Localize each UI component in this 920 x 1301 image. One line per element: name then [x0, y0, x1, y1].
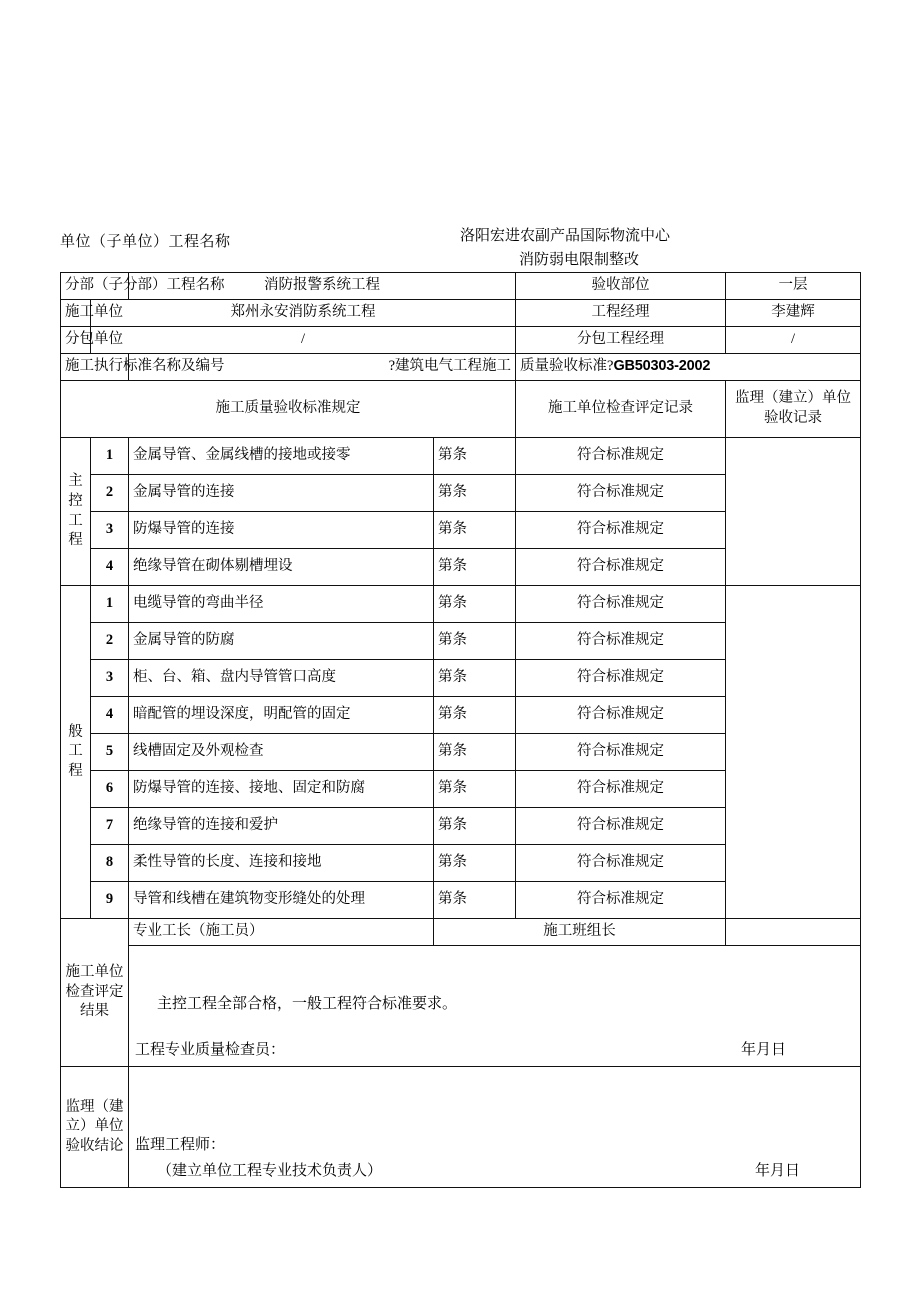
item-clause: 第条 — [434, 512, 516, 549]
item-record: 符合标准规定 — [516, 771, 726, 808]
item-name: 柔性导管的长度、连接和接地 — [129, 845, 434, 882]
item-number: 7 — [91, 808, 129, 845]
item-name: 金属导管、金属线槽的接地或接零 — [129, 438, 434, 475]
project-manager-value: 李建辉 — [726, 300, 861, 327]
table-row-foreman — [61, 919, 861, 946]
item-name: 防爆导管的连接 — [129, 512, 434, 549]
item-name: 金属导管的防腐 — [129, 623, 434, 660]
result-label: 施工单位检查评定结果 — [61, 919, 129, 1067]
item-name: 柜、台、箱、盘内导管管口高度 — [129, 660, 434, 697]
supervision-body — [129, 1067, 861, 1188]
item-record: 符合标准规定 — [516, 660, 726, 697]
item-clause: 第条 — [434, 549, 516, 586]
section-label-line2: 工程 — [68, 512, 83, 549]
standard-value-right — [516, 354, 861, 381]
header-contractor-record: 施工单位检查评定记录 — [516, 381, 726, 438]
item-record: 符合标准规定 — [516, 734, 726, 771]
table-row-item — [61, 586, 861, 623]
item-clause: 第条 — [434, 808, 516, 845]
item-record: 符合标准规定 — [516, 586, 726, 623]
team-leader-label: 施工班组长 — [434, 919, 726, 946]
standard-value-left — [129, 354, 516, 381]
item-name: 绝缘导管的连接和爱护 — [129, 808, 434, 845]
section-label-main-control — [61, 438, 91, 586]
item-name: 导管和线槽在建筑物变形缝处的处理 — [129, 882, 434, 919]
item-number: 1 — [91, 438, 129, 475]
item-number: 4 — [91, 549, 129, 586]
item-number: 3 — [91, 512, 129, 549]
result-inspector-label: 工程专业质量检查员： — [135, 1041, 286, 1058]
supervision-date-label: 年月日 — [754, 1162, 800, 1179]
item-name: 暗配管的埋设深度，明配管的固定 — [129, 697, 434, 734]
table-row-supervision — [61, 1067, 861, 1188]
item-number: 1 — [91, 586, 129, 623]
item-number: 2 — [91, 623, 129, 660]
item-record: 符合标准规定 — [516, 438, 726, 475]
item-clause: 第条 — [434, 734, 516, 771]
item-record: 符合标准规定 — [516, 475, 726, 512]
acceptance-part-value: 一层 — [726, 273, 861, 300]
result-conclusion: 主控工程全部合格，一般工程符合标准要求。 — [157, 996, 458, 1012]
table-row-standard — [61, 354, 861, 381]
item-clause: 第条 — [434, 845, 516, 882]
item-clause: 第条 — [434, 882, 516, 919]
item-clause: 第条 — [434, 660, 516, 697]
table-row-construction-unit — [61, 300, 861, 327]
table-row-grid-header — [61, 381, 861, 438]
item-number: 8 — [91, 845, 129, 882]
project-name-line2: 消防弱电限制整改 — [519, 252, 640, 268]
item-number: 9 — [91, 882, 129, 919]
construction-unit-label: 施工单位 — [61, 300, 91, 327]
item-record: 符合标准规定 — [516, 512, 726, 549]
item-clause: 第条 — [434, 697, 516, 734]
item-clause: 第条 — [434, 771, 516, 808]
supervision-engineer-label: 监理工程师： — [135, 1136, 226, 1153]
item-number: 6 — [91, 771, 129, 808]
item-record: 符合标准规定 — [516, 808, 726, 845]
section-label-general — [61, 586, 91, 919]
foreman-label: 专业工长（施工员） — [129, 919, 434, 946]
supervision-label: 监理（建立）单位验收结论 — [61, 1067, 129, 1188]
project-manager-label: 工程经理 — [516, 300, 726, 327]
unit-project-name-label: 单位（子单位）工程名称 — [60, 234, 231, 250]
item-name: 绝缘导管在砌体剔槽埋设 — [129, 549, 434, 586]
construction-unit-value: 郑州永安消防系统工程 — [91, 300, 516, 327]
standard-value-right-text: 质量验收标准?GB50303-2002 — [520, 358, 711, 375]
item-number: 5 — [91, 734, 129, 771]
sub-project-value: 消防报警系统工程 — [129, 273, 516, 300]
item-name: 防爆导管的连接、接地、固定和防腐 — [129, 771, 434, 808]
item-clause: 第条 — [434, 623, 516, 660]
sub-project-manager-label: 分包工程经理 — [516, 327, 726, 354]
result-extra-cell — [726, 919, 861, 946]
header-supervisor-line1: 监理（建立）单位 — [735, 390, 851, 407]
item-record: 符合标准规定 — [516, 697, 726, 734]
subcontractor-value: / — [91, 327, 516, 354]
subcontractor-label: 分包单位 — [61, 327, 91, 354]
item-record: 符合标准规定 — [516, 549, 726, 586]
table-row-item — [61, 438, 861, 475]
section-label-line1: 主控 — [68, 473, 83, 509]
sub-project-manager-value: / — [726, 327, 861, 354]
item-number: 3 — [91, 660, 129, 697]
item-number: 4 — [91, 697, 129, 734]
supervision-responsible-label: （建立单位工程专业技术负责人） — [157, 1162, 383, 1179]
item-number: 2 — [91, 475, 129, 512]
item-supervisor-record — [726, 586, 861, 919]
sub-project-label: 分部（子分部）工程名称 — [61, 273, 129, 300]
item-name: 线槽固定及外观检查 — [129, 734, 434, 771]
table-row-sub-project — [61, 273, 861, 300]
item-clause: 第条 — [434, 475, 516, 512]
acceptance-part-label: 验收部位 — [516, 273, 726, 300]
item-supervisor-record — [726, 438, 861, 586]
table-row-subcontractor — [61, 327, 861, 354]
result-body — [129, 946, 861, 1067]
result-date-label: 年月日 — [740, 1041, 786, 1058]
project-name-line1: 洛阳宏进农副产品国际物流中心 — [460, 228, 671, 244]
inspection-form-grid — [60, 272, 861, 1188]
header-spec: 施工质量验收标准规定 — [61, 381, 516, 438]
item-name: 金属导管的连接 — [129, 475, 434, 512]
item-record: 符合标准规定 — [516, 882, 726, 919]
item-record: 符合标准规定 — [516, 623, 726, 660]
item-record: 符合标准规定 — [516, 845, 726, 882]
section-label-line1: 般工 — [68, 723, 83, 760]
item-clause: 第条 — [434, 438, 516, 475]
header-supervisor-line2: 验收记录 — [764, 410, 822, 426]
table-row-result-body — [61, 946, 861, 1067]
header-supervisor-record — [726, 381, 861, 438]
standard-code: GB50303-2002 — [613, 358, 711, 375]
standard-label: 施工执行标准名称及编号 — [61, 354, 129, 381]
item-clause: 第条 — [434, 586, 516, 623]
standard-value-left-text: ?建筑电气工程施工 — [388, 358, 511, 375]
item-name: 电缆导管的弯曲半径 — [129, 586, 434, 623]
section-label-line2: 程 — [68, 762, 83, 779]
